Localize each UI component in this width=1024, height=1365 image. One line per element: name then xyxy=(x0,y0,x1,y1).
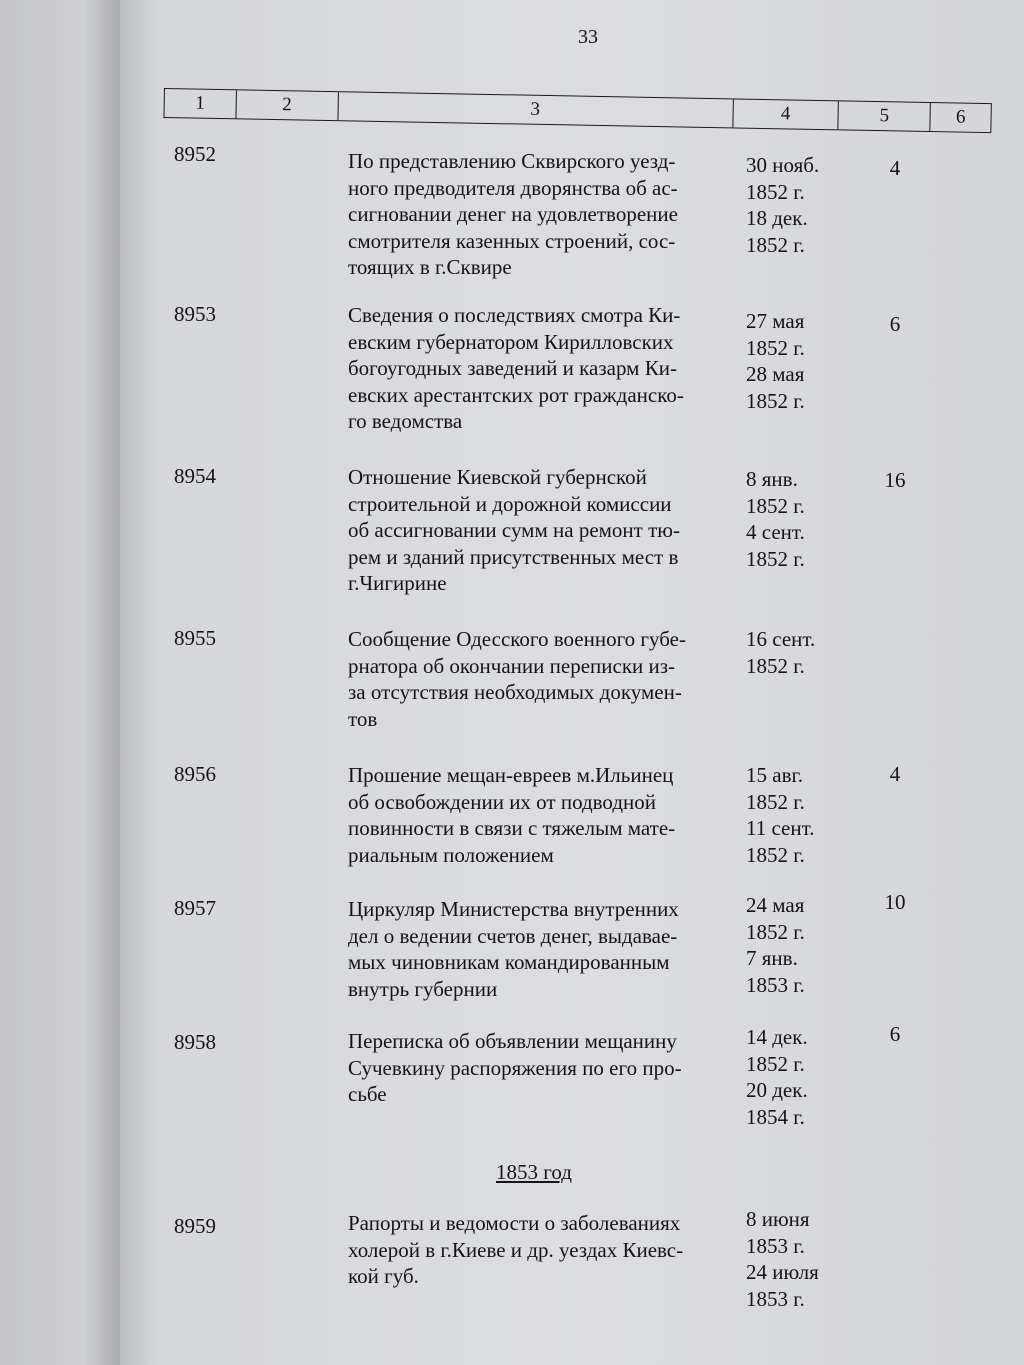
entry-dates xyxy=(746,1206,819,1312)
date-line: 1852 г. xyxy=(746,653,805,678)
description-line: внутрь губернии xyxy=(348,976,498,1001)
entry-number: 8953 xyxy=(174,302,216,326)
description-line: Рапорты и ведомости о заболеваниях xyxy=(348,1211,681,1235)
entry-dates xyxy=(746,1024,808,1130)
date-line: 1852 г. xyxy=(746,1051,805,1076)
entry-sheet-count: 4 xyxy=(889,156,901,180)
date-line: 1852 г. xyxy=(746,335,805,360)
entry-sheet-count: 16 xyxy=(884,468,906,492)
description-line: мых чиновникам командированным xyxy=(348,950,670,974)
description-line: об освобождении их от подводной xyxy=(348,789,656,814)
date-line: 1852 г. xyxy=(746,789,805,814)
date-line: 24 мая xyxy=(746,893,805,917)
description-line: г.Чигирине xyxy=(348,571,447,595)
description-line: Циркуляр Министерства внутренних xyxy=(348,897,679,921)
date-line: 1854 г. xyxy=(746,1104,805,1129)
description-line: повинности в связи с тяжелым мате- xyxy=(348,816,676,840)
date-line: 1853 г. xyxy=(746,1286,805,1311)
description-line: рем и зданий присутственных мест в xyxy=(348,544,679,569)
description-line: Переписка об объявлении мещанину xyxy=(348,1029,677,1053)
entry-dates xyxy=(746,626,815,679)
description-line: смотрителя казенных строений, сос- xyxy=(348,228,676,253)
description-line: тоящих в г.Сквире xyxy=(348,255,512,279)
description-line: тов xyxy=(348,706,378,731)
entry-sheet-count: 4 xyxy=(889,762,901,786)
entry-description xyxy=(348,464,728,597)
description-line: евским губернатором Кирилловских xyxy=(348,329,674,354)
entry-description xyxy=(348,302,728,435)
date-line: 1852 г. xyxy=(746,232,805,257)
description-line: евских арестантских рот гражданско- xyxy=(348,382,684,407)
date-line: 27 мая xyxy=(746,309,805,333)
facing-page-edge xyxy=(0,0,120,1365)
entry-number: 8958 xyxy=(174,1030,216,1054)
entry-dates xyxy=(746,892,805,998)
date-line: 1853 г. xyxy=(746,972,805,997)
description-line: рнатора об окончании переписки из- xyxy=(348,653,676,678)
date-line: 15 авг. xyxy=(746,763,803,787)
date-line: 24 июля xyxy=(746,1260,819,1284)
date-line: 1852 г. xyxy=(746,388,805,413)
entry-dates xyxy=(746,308,805,414)
date-line: 14 дек. xyxy=(746,1025,808,1049)
column-header-2: 2 xyxy=(236,90,338,120)
date-line: 11 сент. xyxy=(746,816,815,840)
date-line: 18 дек. xyxy=(746,206,808,230)
column-header-5: 5 xyxy=(839,101,931,131)
date-line: 30 нояб. xyxy=(746,153,820,177)
entry-description xyxy=(348,148,728,281)
year-heading: 1853 год xyxy=(496,1160,572,1184)
entry-dates xyxy=(746,152,819,258)
date-line: 28 мая xyxy=(746,362,805,386)
entry-number: 8955 xyxy=(174,626,216,650)
entry-description xyxy=(348,626,728,732)
description-line: богоугодных заведений и казарм Ки- xyxy=(348,356,677,380)
date-line: 4 сент. xyxy=(746,520,805,544)
description-line: го ведомства xyxy=(348,409,463,433)
date-line: 7 янв. xyxy=(746,946,798,970)
description-line: Отношение Киевской губернской xyxy=(348,465,647,489)
entry-sheet-count: 6 xyxy=(889,1022,901,1046)
entry-number: 8956 xyxy=(174,762,216,786)
description-line: строительной и дорожной комиссии xyxy=(348,491,672,516)
description-line: сьбе xyxy=(348,1082,387,1106)
entry-number: 8957 xyxy=(174,896,216,920)
entry-description xyxy=(348,1028,728,1108)
entry-number: 8952 xyxy=(174,142,216,166)
entry-dates xyxy=(746,466,805,572)
description-line: об ассигновании сумм на ремонт тю- xyxy=(348,518,680,542)
entry-description xyxy=(348,762,728,868)
date-line: 1852 г. xyxy=(746,842,805,867)
date-line: 8 янв. xyxy=(746,467,798,491)
column-header-1: 1 xyxy=(164,89,236,118)
entry-description xyxy=(348,896,728,1002)
date-line: 1852 г. xyxy=(746,546,805,571)
description-line: По представлению Сквирского уезд- xyxy=(348,149,676,173)
entry-number: 8954 xyxy=(174,464,216,488)
description-line: Прошение мещан-евреев м.Ильинец xyxy=(348,763,674,787)
page-number: 33 xyxy=(578,26,598,48)
description-line: ного предводителя дворянства об ас- xyxy=(348,175,678,200)
entry-sheet-count: 6 xyxy=(889,312,901,336)
date-line: 1852 г. xyxy=(746,919,805,944)
description-line: дел о ведении счетов денег, выдавае- xyxy=(348,923,678,948)
column-header-4: 4 xyxy=(733,99,839,129)
description-line: Сообщение Одесского военного губе- xyxy=(348,627,686,651)
date-line: 8 июня xyxy=(746,1207,810,1231)
column-header-3: 3 xyxy=(338,92,733,127)
entry-sheet-count: 10 xyxy=(884,890,906,914)
entry-description xyxy=(348,1210,728,1290)
description-line: кой губ. xyxy=(348,1264,419,1288)
description-line: Сучевкину распоряжения по его про- xyxy=(348,1055,682,1080)
description-line: сигновании денег на удовлетворение xyxy=(348,202,678,226)
date-line: 1852 г. xyxy=(746,493,805,518)
date-line: 1852 г. xyxy=(746,179,805,204)
date-line: 1853 г. xyxy=(746,1233,805,1258)
date-line: 16 сент. xyxy=(746,627,816,651)
description-line: холерой в г.Киеве и др. уездах Киевс- xyxy=(348,1237,684,1262)
description-line: за отсутствия необходимых докумен- xyxy=(348,680,682,704)
date-line: 20 дек. xyxy=(746,1078,808,1102)
entry-number: 8959 xyxy=(174,1214,216,1238)
description-line: Сведения о последствиях смотра Ки- xyxy=(348,303,681,327)
description-line: риальным положением xyxy=(348,842,554,867)
entry-dates xyxy=(746,762,814,868)
column-header-6: 6 xyxy=(955,106,966,128)
